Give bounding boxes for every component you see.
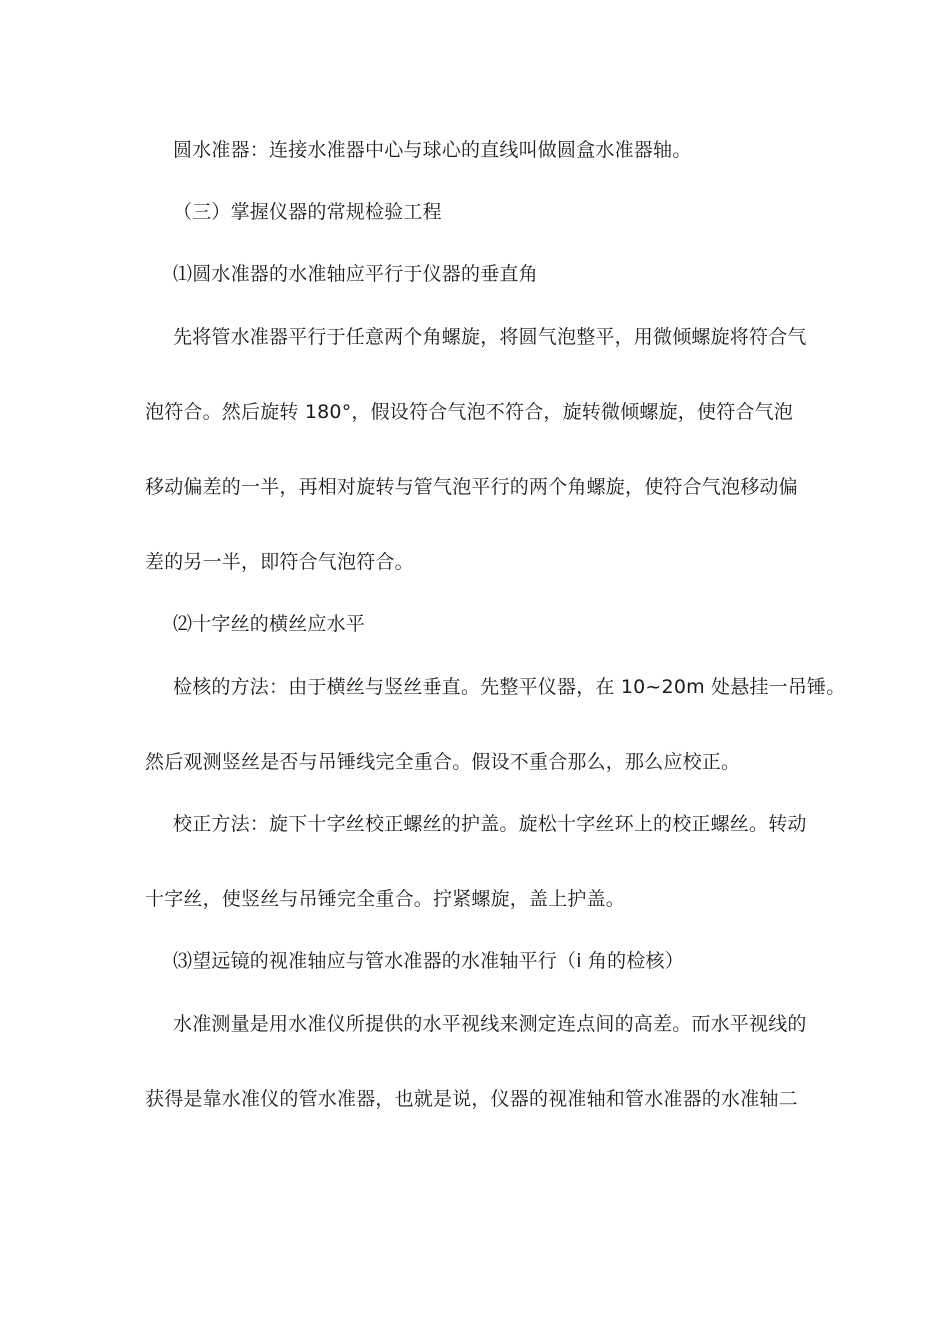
paragraph-line: 检核的方法：由于横丝与竖丝垂直。先整平仪器，在 10~20m 处悬挂一吊锤。	[173, 676, 846, 698]
subsection-heading: ⑶望远镜的视准轴应与管水准器的水准轴平行（i 角的检核）	[173, 950, 684, 972]
paragraph-line: 十字丝，使竖丝与吊锤完全重合。拧紧螺旋，盖上护盖。	[145, 888, 626, 910]
section-heading: （三）掌握仪器的常规检验工程	[173, 201, 442, 223]
paragraph-line: 然后观测竖丝是否与吊锤线完全重合。假设不重合那么，那么应校正。	[145, 751, 741, 773]
paragraph-line: 泡符合。然后旋转 180°，假设符合气泡不符合，旋转微倾螺旋，使符合气泡	[145, 401, 794, 423]
paragraph-line: 水准测量是用水准仪所提供的水平视线来测定连点间的高差。而水平视线的	[173, 1013, 807, 1035]
paragraph-line: 先将管水准器平行于任意两个角螺旋，将圆气泡整平，用微倾螺旋将符合气	[173, 326, 807, 348]
subsection-heading: ⑴圆水准器的水准轴应平行于仪器的垂直角	[173, 263, 538, 285]
paragraph-line: 移动偏差的一半，再相对旋转与管气泡平行的两个角螺旋，使符合气泡移动偏	[145, 476, 798, 498]
paragraph-line: 获得是靠水准仪的管水准器，也就是说，仪器的视准轴和管水准器的水准轴二	[145, 1088, 798, 1110]
paragraph-line: 差的另一半，即符合气泡符合。	[145, 551, 414, 573]
paragraph-line: 圆水准器：连接水准器中心与球心的直线叫做圆盒水准器轴。	[173, 139, 692, 161]
subsection-heading: ⑵十字丝的横丝应水平	[173, 613, 366, 635]
paragraph-line: 校正方法：旋下十字丝校正螺丝的护盖。旋松十字丝环上的校正螺丝。转动	[173, 813, 807, 835]
